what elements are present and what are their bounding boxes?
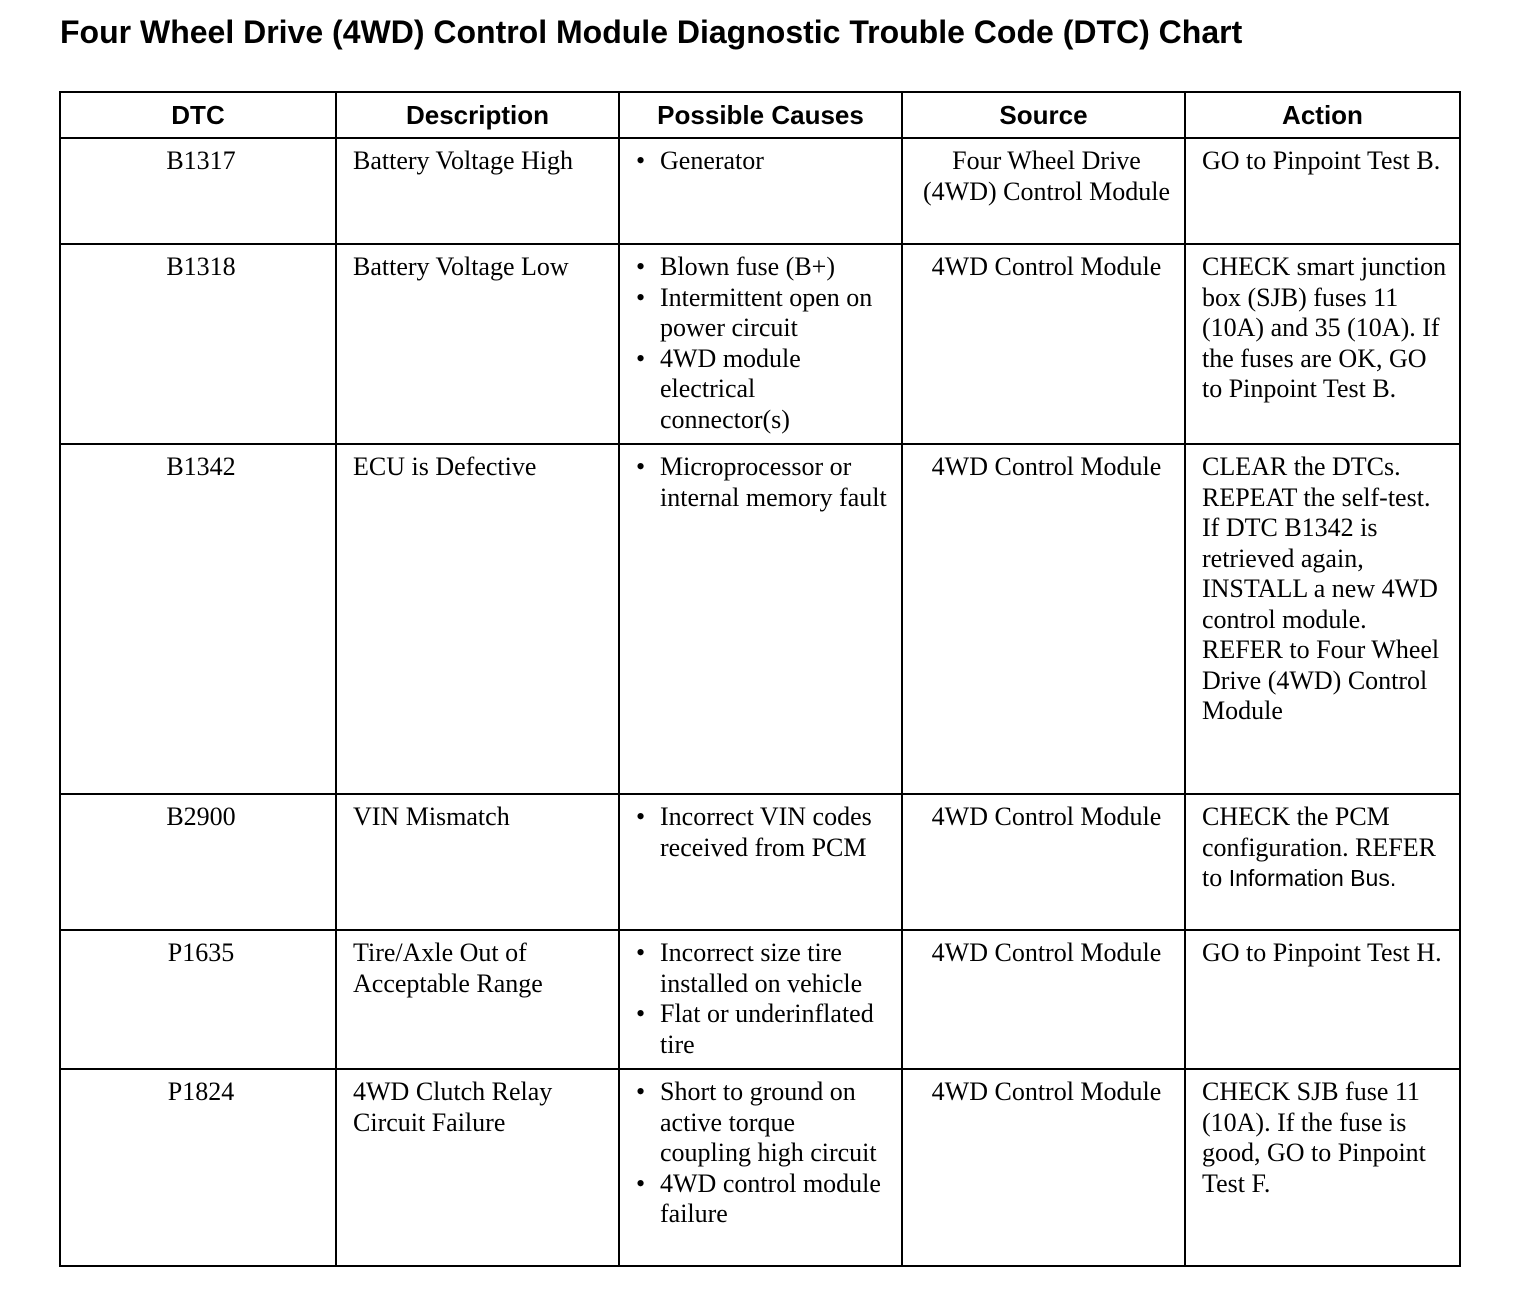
- cause-item: • Generator: [636, 146, 891, 177]
- action-text: CHECK the PCM configuration. REFER to: [1202, 802, 1436, 892]
- dtc-table: [59, 91, 1461, 1267]
- dtc-code: B1342: [60, 444, 336, 794]
- dtc-action: [1185, 244, 1460, 444]
- dtc-source: Four Wheel Drive (4WD) Control Module: [902, 138, 1185, 244]
- action-text: GO to Pinpoint Test H.: [1202, 938, 1442, 967]
- action-text: GO to Pinpoint Test B.: [1202, 146, 1441, 175]
- cause-item: • Incorrect VIN codes received from PCM: [636, 802, 891, 863]
- dtc-source: 4WD Control Module: [902, 444, 1185, 794]
- dtc-action: [1185, 794, 1460, 930]
- dtc-source: 4WD Control Module: [902, 794, 1185, 930]
- dtc-description: ECU is Defective: [336, 444, 619, 794]
- dtc-source: 4WD Control Module: [902, 930, 1185, 1069]
- dtc-description: 4WD Clutch Relay Circuit Failure: [336, 1069, 619, 1266]
- dtc-source: 4WD Control Module: [902, 244, 1185, 444]
- cause-item: • 4WD module electrical connector(s): [636, 344, 891, 436]
- header-dtc: DTC: [60, 92, 336, 138]
- dtc-code: P1824: [60, 1069, 336, 1266]
- table-row: [60, 930, 1460, 1069]
- dtc-description: Battery Voltage Low: [336, 244, 619, 444]
- dtc-code: B1318: [60, 244, 336, 444]
- header-action: Action: [1185, 92, 1460, 138]
- dtc-code: B2900: [60, 794, 336, 930]
- dtc-description: VIN Mismatch: [336, 794, 619, 930]
- cause-item: • Microprocessor or internal memory fault: [636, 452, 891, 513]
- table-row: [60, 138, 1460, 244]
- action-text: CHECK smart junction box (SJB) fuses 11 (10A) and 35 (10A). If the fuses are OK, GO to Pinpoint Test B.: [1202, 252, 1447, 403]
- table-row: [60, 444, 1460, 794]
- dtc-description: Tire/Axle Out of Acceptable Range: [336, 930, 619, 1069]
- table-row: [60, 794, 1460, 930]
- dtc-action: [1185, 138, 1460, 244]
- table-row: [60, 244, 1460, 444]
- table-header: [60, 92, 1460, 138]
- header-description: Description: [336, 92, 619, 138]
- header-row: [60, 92, 1460, 138]
- cause-item: • Blown fuse (B+): [636, 252, 891, 283]
- action-text: CHECK SJB fuse 11 (10A). If the fuse is good, GO to Pinpoint Test F.: [1202, 1077, 1426, 1198]
- dtc-action: [1185, 444, 1460, 794]
- cause-item: • 4WD control module failure: [636, 1169, 891, 1230]
- possible-causes: [619, 444, 902, 794]
- header-causes: Possible Causes: [619, 92, 902, 138]
- dtc-action: [1185, 930, 1460, 1069]
- header-source: Source: [902, 92, 1185, 138]
- possible-causes: [619, 794, 902, 930]
- dtc-source: 4WD Control Module: [902, 1069, 1185, 1266]
- dtc-action: [1185, 1069, 1460, 1266]
- cause-item: • Short to ground on active torque coupling high circuit: [636, 1077, 891, 1169]
- possible-causes: [619, 930, 902, 1069]
- page-title: Four Wheel Drive (4WD) Control Module Diagnostic Trouble Code (DTC) Chart: [60, 14, 1243, 50]
- dtc-description: Battery Voltage High: [336, 138, 619, 244]
- cause-item: • Flat or underinflated tire: [636, 999, 891, 1060]
- action-reference: Information Bus.: [1228, 865, 1397, 891]
- table-row: [60, 1069, 1460, 1266]
- dtc-code: B1317: [60, 138, 336, 244]
- possible-causes: [619, 138, 902, 244]
- action-text: CLEAR the DTCs. REPEAT the self-test. If DTC B1342 is retrieved again, INSTALL a new 4WD control module. REFER to Four Wheel Drive (4WD) Control Module: [1202, 452, 1440, 725]
- possible-causes: [619, 1069, 902, 1266]
- possible-causes: [619, 244, 902, 444]
- cause-item: • Incorrect size tire installed on vehicle: [636, 938, 891, 999]
- cause-item: • Intermittent open on power circuit: [636, 283, 891, 344]
- dtc-code: P1635: [60, 930, 336, 1069]
